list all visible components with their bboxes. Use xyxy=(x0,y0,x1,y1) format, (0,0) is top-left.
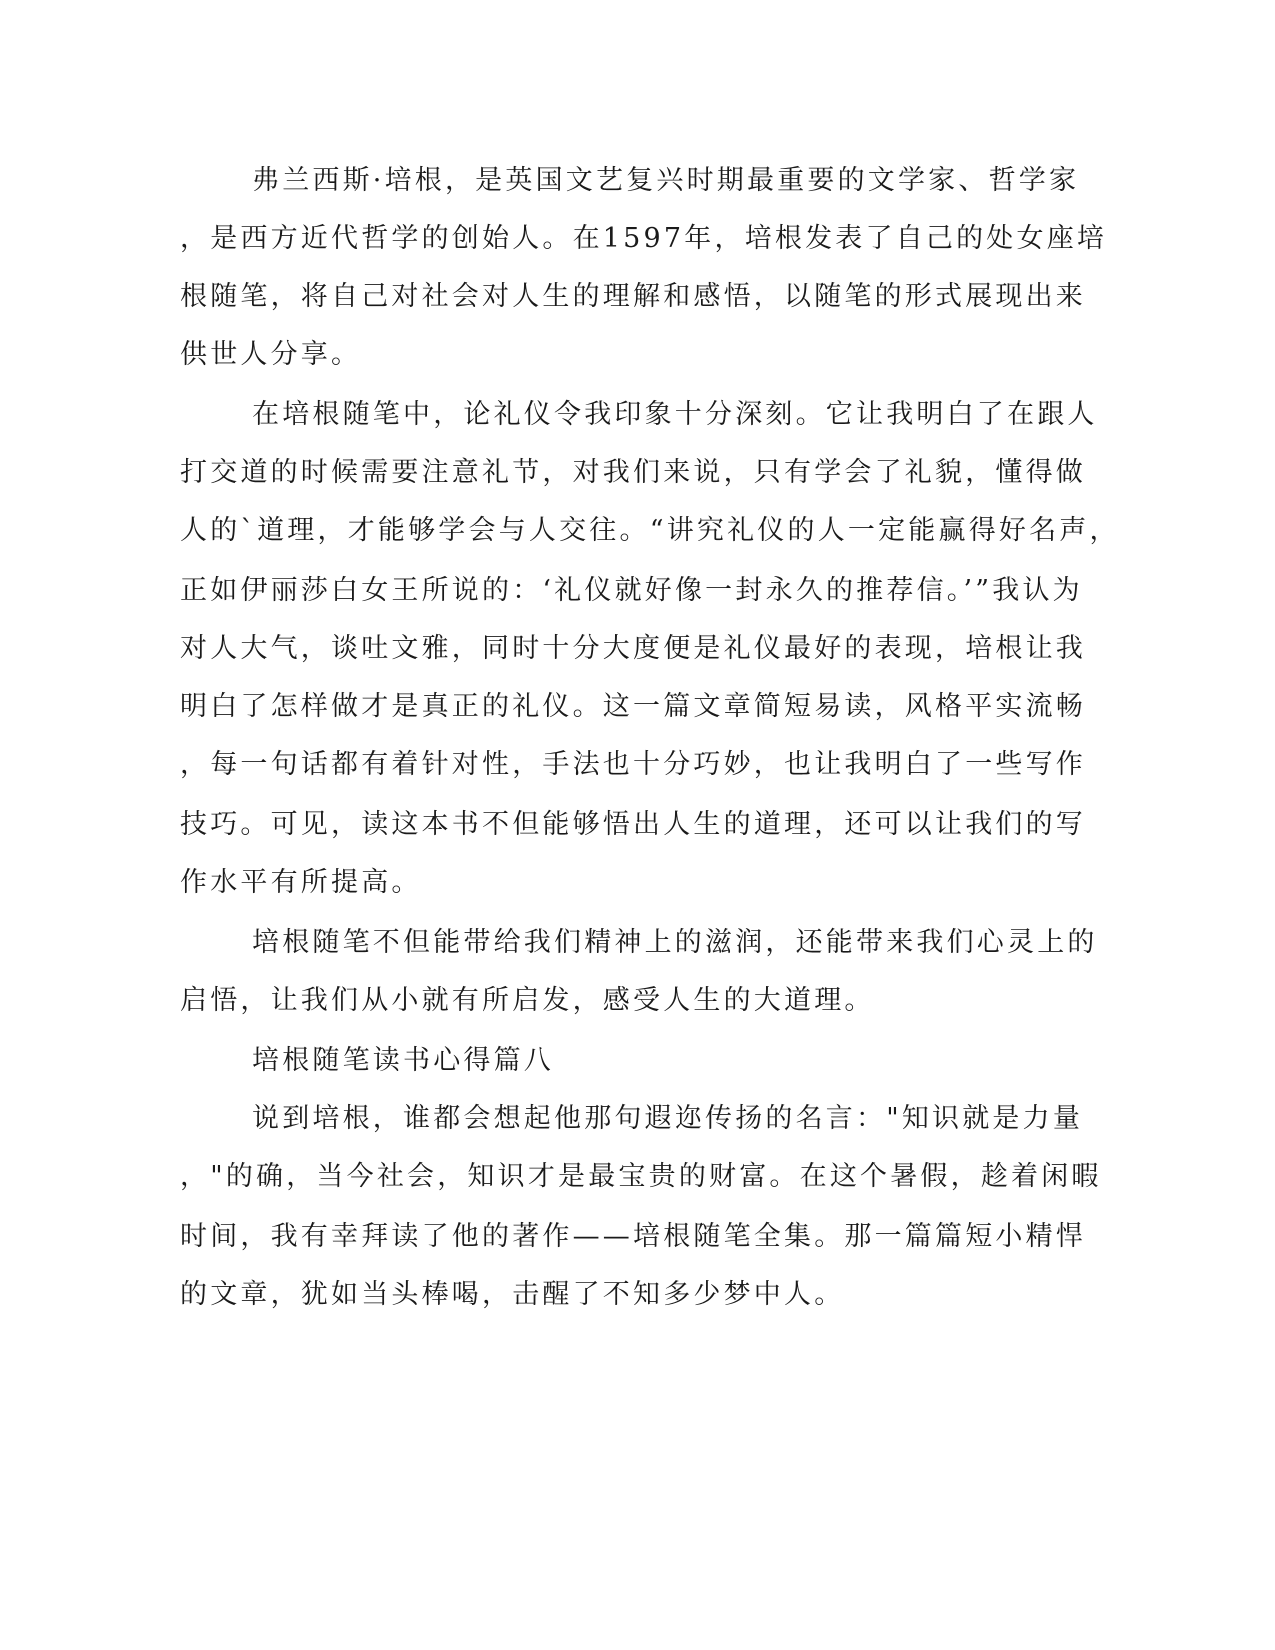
paragraph-2-line-6: 明白了怎样做才是真正的礼仪。这一篇文章简短易读，风格平实流畅 xyxy=(180,691,1086,722)
paragraph-4-line-2: ，"的确，当今社会，知识才是最宝贵的财富。在这个暑假，趁着闲暇 xyxy=(180,1161,1102,1192)
paragraph-1-line-4: 供世人分享。 xyxy=(180,339,362,370)
paragraph-2-line-1: 在培根随笔中，论礼仪令我印象十分深刻。它让我明白了在跟人 xyxy=(252,399,1098,430)
section-heading: 培根随笔读书心得篇八 xyxy=(252,1045,554,1076)
paragraph-2-line-2: 打交道的时候需要注意礼节，对我们来说，只有学会了礼貌，懂得做 xyxy=(180,457,1086,488)
paragraph-2-line-7: ，每一句话都有着针对性，手法也十分巧妙，也让我明白了一些写作 xyxy=(180,749,1086,780)
paragraph-1-line-1: 弗兰西斯·培根，是英国文艺复兴时期最重要的文学家、哲学家 xyxy=(252,165,1080,196)
paragraph-2-line-4: 正如伊丽莎白女王所说的：‘礼仪就好像一封永久的推荐信。’”我认为 xyxy=(180,575,1083,606)
paragraph-2-line-9: 作水平有所提高。 xyxy=(180,867,422,898)
paragraph-4-line-1: 说到培根，谁都会想起他那句遐迩传扬的名言："知识就是力量 xyxy=(252,1103,1084,1134)
paragraph-4-line-3: 时间，我有幸拜读了他的著作——培根随笔全集。那一篇篇短小精悍 xyxy=(180,1221,1086,1252)
paragraph-2-line-3: 人的`道理，才能够学会与人交往。“讲究礼仪的人一定能赢得好名声， xyxy=(180,515,1120,546)
paragraph-3-line-2: 启悟，让我们从小就有所启发，感受人生的大道理。 xyxy=(180,985,875,1016)
paragraph-1-line-2: ，是西方近代哲学的创始人。在1597年，培根发表了自己的处女座培 xyxy=(180,223,1108,254)
paragraph-2-line-8: 技巧。可见，读这本书不但能够悟出人生的道理，还可以让我们的写 xyxy=(180,809,1086,840)
paragraph-4-line-4: 的文章，犹如当头棒喝，击醒了不知多少梦中人。 xyxy=(180,1279,845,1310)
paragraph-2-line-5: 对人大气，谈吐文雅，同时十分大度便是礼仪最好的表现，培根让我 xyxy=(180,633,1086,664)
paragraph-1-line-3: 根随笔，将自己对社会对人生的理解和感悟，以随笔的形式展现出来 xyxy=(180,281,1086,312)
paragraph-3-line-1: 培根随笔不但能带给我们精神上的滋润，还能带来我们心灵上的 xyxy=(252,927,1098,958)
